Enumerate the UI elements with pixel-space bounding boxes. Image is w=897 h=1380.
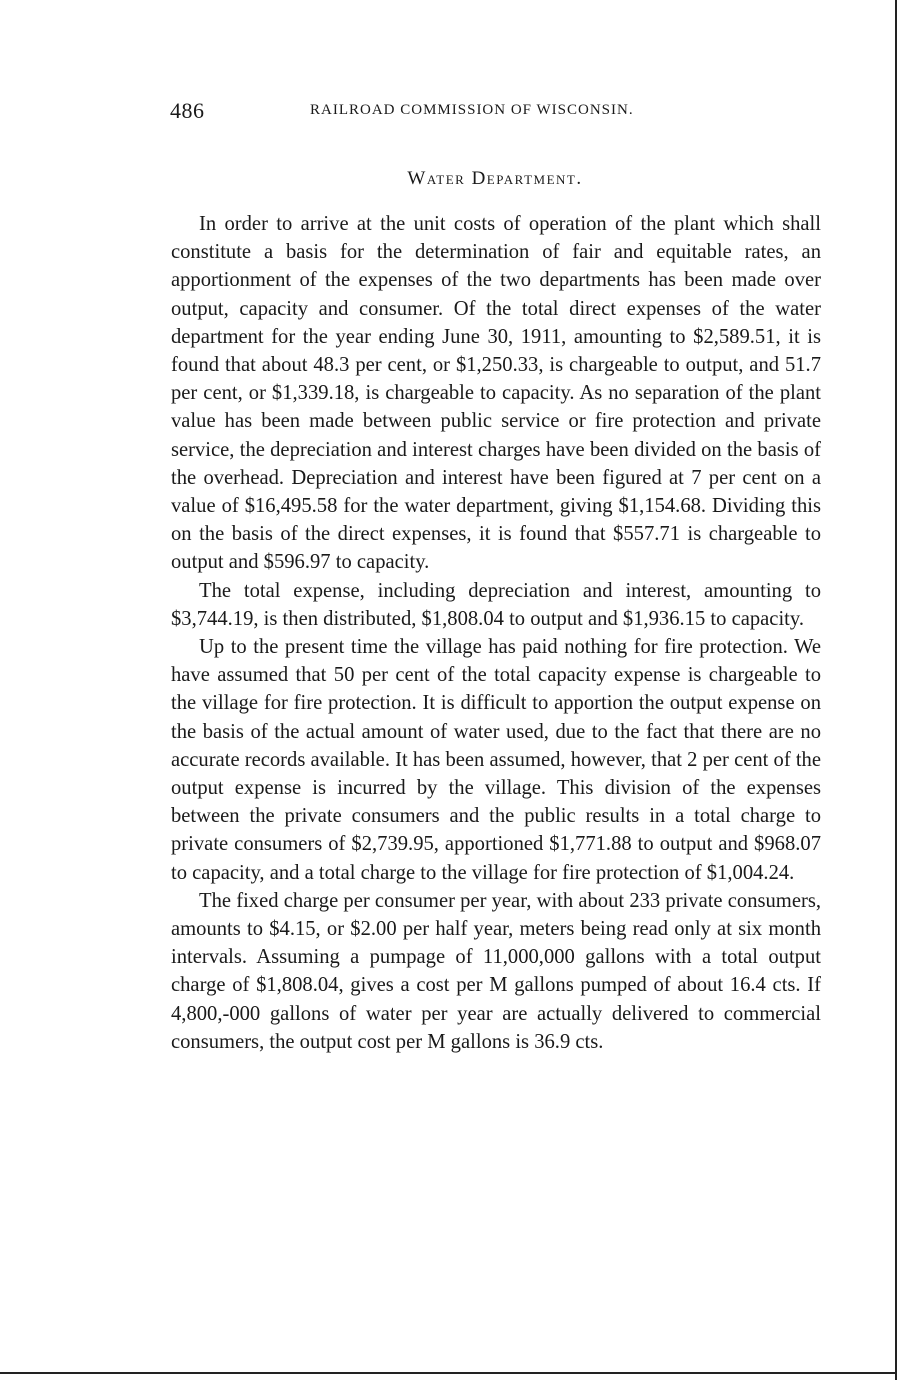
running-head: RAILROAD COMMISSION OF WISCONSIN. [310,102,634,118]
paragraph: The fixed charge per consumer per year, with about 233 private consumers, amounts to $4.15, or $2.00 per half year, meters being read only at six month intervals. Assuming a pumpage of 11,000,000 gallons with a total output charge of $1,808.04, gives a cost per M gallons pumped of about 16.4 cts. If 4,800,-000 gallons of water per year are actually delivered to commercial consumers, the output cost per M gallons is 36.9 cts. [171,889,821,1053]
page-number: 486 [170,98,205,123]
paragraph: The total expense, including depreciation and interest, amounting to $3,744.19, is then distributed, $1,808.04 to output and $1,936.15 to capacity. [171,579,821,630]
section-title: Water Department. [407,168,583,189]
scan-edge-bottom [0,1372,897,1374]
paragraph: In order to arrive at the unit costs of operation of the plant which shall constitute a basis for the determination of fair and equitable rates, an apportionment of the expenses of the two departments has been made over output, capacity and consumer. Of the total direct expenses of the water department for the year ending June 30, 1911, amounting to $2,589.51, it is found that about 48.3 per cent, or $1,250.33, is chargeable to output, and 51.7 per cent, or $1,339.18, is chargeable to capacity. As no separation of the plant value has been made between public service or fire protection and private service, the depreciation and interest charges have been divided on the basis of the overhead. Depreciation and interest have been figured at 7 per cent on a value of $16,495.58 for the water department, giving $1,154.68. Dividing this on the basis of the direct expenses, it is found that $557.71 is chargeable to output and $596.97 to capacity. [171,213,821,574]
body-text [171,210,821,1056]
page-header [170,98,820,128]
paragraph: Up to the present time the village has paid nothing for fire protection. We have assumed that 50 per cent of the total capacity expense is chargeable to the village for fire protection. It is difficult to apportion the output expense on the basis of the actual amount of water used, due to the fact that there are no accurate records available. It has been assumed, however, that 2 per cent of the output expense is incurred by the village. This division of the expenses between the private consumers and the public results in a total charge to private consumers of $2,739.95, apportioned $1,771.88 to output and $968.07 to capacity, and a total charge to the village for fire protection of $1,004.24. [171,636,821,884]
